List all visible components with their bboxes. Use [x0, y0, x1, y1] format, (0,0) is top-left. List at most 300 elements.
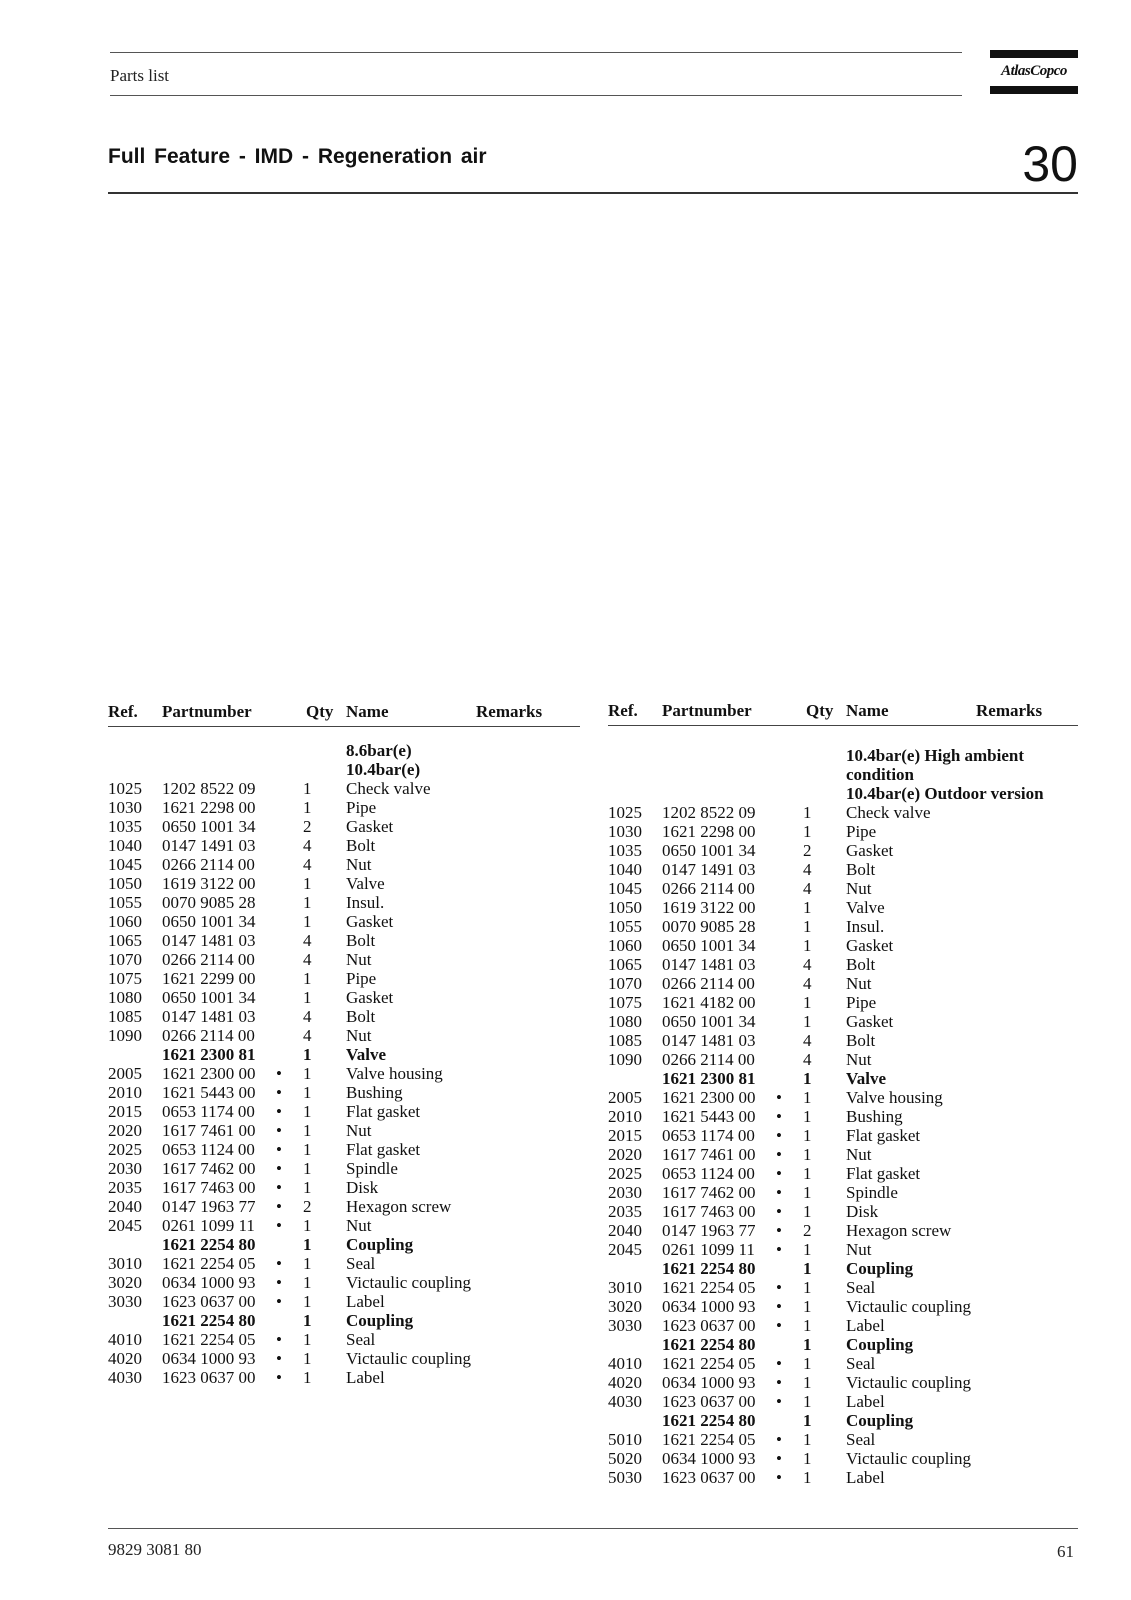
col-qty: Qty [306, 702, 334, 721]
name-cell: 8.6bar(e) [346, 741, 412, 760]
qty-cell: 1 [303, 893, 312, 912]
name-cell: Bolt [846, 1031, 876, 1050]
name-cell: Seal [846, 1278, 876, 1297]
table-row [108, 779, 580, 798]
name-cell: Nut [846, 974, 872, 993]
qty-cell: 1 [803, 1411, 812, 1430]
qty-cell: 1 [803, 1468, 812, 1487]
table-row [108, 1254, 580, 1273]
qty-cell: 1 [803, 1240, 812, 1259]
qty-cell: 1 [803, 1012, 812, 1031]
table-row [108, 1083, 580, 1102]
ref-cell: 2035 [108, 1178, 142, 1197]
name-cell: Disk [846, 1202, 879, 1221]
qty-cell: 1 [803, 1069, 812, 1088]
table-row [108, 1159, 580, 1178]
qty-cell: 1 [303, 1292, 312, 1311]
qty-cell: 1 [303, 1311, 312, 1330]
table-row [608, 936, 1078, 955]
qty-cell: 1 [303, 1216, 312, 1235]
part-number-cell: 1623 0637 00 [162, 1292, 256, 1311]
part-number-cell: 1619 3122 00 [662, 898, 756, 917]
table-row [108, 1197, 580, 1216]
table-body-right [608, 726, 1078, 1487]
table-row [108, 1026, 580, 1045]
table-row [108, 912, 580, 931]
ref-cell: 3010 [608, 1278, 642, 1297]
table-row [608, 1354, 1078, 1373]
name-cell: Hexagon screw [346, 1197, 452, 1216]
part-number-cell: 1623 0637 00 [662, 1468, 756, 1487]
bullet-cell: • [276, 1349, 282, 1368]
name-cell: Coupling [846, 1335, 914, 1354]
qty-cell: 4 [803, 879, 812, 898]
table-row [608, 1202, 1078, 1221]
col-qty: Qty [806, 701, 834, 720]
ref-cell: 1060 [108, 912, 142, 931]
part-number-cell: 0147 1963 77 [162, 1197, 256, 1216]
qty-cell: 1 [303, 798, 312, 817]
name-cell: Flat gasket [846, 1126, 921, 1145]
name-cell: Nut [846, 879, 872, 898]
document-number: 9829 3081 80 [108, 1540, 202, 1559]
name-cell: Nut [346, 950, 372, 969]
table-row [608, 1031, 1078, 1050]
name-cell: Flat gasket [346, 1102, 421, 1121]
name-cell: Seal [346, 1254, 376, 1273]
section-label: Parts list [110, 66, 170, 85]
ref-cell: 1055 [108, 893, 142, 912]
ref-cell: 1075 [608, 993, 642, 1012]
ref-cell: 1050 [108, 874, 142, 893]
name-cell: Flat gasket [846, 1164, 921, 1183]
ref-cell: 2020 [108, 1121, 142, 1140]
qty-cell: 4 [803, 955, 812, 974]
part-number-cell: 1621 2300 81 [662, 1069, 756, 1088]
table-row [608, 1373, 1078, 1392]
part-number-cell: 1202 8522 09 [662, 803, 756, 822]
part-number-cell: 0634 1000 93 [162, 1349, 256, 1368]
qty-cell: 1 [303, 1045, 312, 1064]
qty-cell: 1 [303, 1349, 312, 1368]
part-number-cell: 0653 1124 00 [662, 1164, 755, 1183]
bullet-cell: • [276, 1140, 282, 1159]
name-cell: Victaulic coupling [846, 1297, 972, 1316]
table-row [608, 1278, 1078, 1297]
bullet-cell: • [776, 1240, 782, 1259]
qty-cell: 1 [803, 1297, 812, 1316]
part-number-cell: 0266 2114 00 [662, 1050, 755, 1069]
qty-cell: 1 [803, 1278, 812, 1297]
ref-cell: 1025 [608, 803, 642, 822]
part-number-cell: 0634 1000 93 [662, 1297, 756, 1316]
ref-cell: 2030 [608, 1183, 642, 1202]
table-row [608, 955, 1078, 974]
ref-cell: 1030 [108, 798, 142, 817]
part-number-cell: 1621 2254 05 [662, 1354, 756, 1373]
table-row [108, 1311, 580, 1330]
part-number-cell: 0147 1491 03 [662, 860, 756, 879]
name-cell: 10.4bar(e) High ambient [846, 746, 1025, 765]
ref-cell: 4020 [108, 1349, 142, 1368]
ref-cell: 2010 [608, 1107, 642, 1126]
col-remarks: Remarks [476, 702, 543, 721]
ref-cell: 1080 [608, 1012, 642, 1031]
parts-table-right [608, 701, 1078, 1487]
header-bottom-rule [110, 95, 962, 96]
ref-cell: 1035 [608, 841, 642, 860]
qty-cell: 1 [303, 1083, 312, 1102]
name-cell: Spindle [346, 1159, 398, 1178]
bullet-cell: • [276, 1159, 282, 1178]
qty-cell: 1 [803, 1335, 812, 1354]
part-number-cell: 1617 7462 00 [662, 1183, 756, 1202]
table-row [108, 893, 580, 912]
bullet-cell: • [776, 1354, 782, 1373]
name-cell: Label [846, 1392, 885, 1411]
qty-cell: 1 [303, 1102, 312, 1121]
qty-cell: 4 [803, 974, 812, 993]
name-cell: Coupling [346, 1311, 414, 1330]
table-group-heading [608, 746, 1078, 765]
ref-cell: 1085 [608, 1031, 642, 1050]
name-cell: Nut [346, 1121, 372, 1140]
part-number-cell: 0634 1000 93 [662, 1449, 756, 1468]
part-number-cell: 1623 0637 00 [162, 1368, 256, 1387]
part-number-cell: 0650 1001 34 [662, 1012, 756, 1031]
table-group-heading [608, 784, 1078, 803]
part-number-cell: 0650 1001 34 [662, 841, 756, 860]
bullet-cell: • [776, 1392, 782, 1411]
qty-cell: 1 [303, 1064, 312, 1083]
bullet-cell: • [776, 1088, 782, 1107]
part-number-cell: 1621 5443 00 [662, 1107, 756, 1126]
name-cell: Valve [846, 898, 885, 917]
ref-cell: 2015 [608, 1126, 642, 1145]
ref-cell: 3030 [108, 1292, 142, 1311]
ref-cell: 1065 [108, 931, 142, 950]
table-row [108, 1121, 580, 1140]
part-number-cell: 1621 2300 00 [662, 1088, 756, 1107]
ref-cell: 4020 [608, 1373, 642, 1392]
name-cell: Insul. [346, 893, 385, 912]
ref-cell: 3020 [608, 1297, 642, 1316]
name-cell: Pipe [846, 822, 877, 841]
name-cell: Nut [346, 855, 372, 874]
qty-cell: 1 [803, 898, 812, 917]
part-number-cell: 0266 2114 00 [662, 879, 755, 898]
name-cell: condition [846, 765, 915, 784]
qty-cell: 1 [303, 1273, 312, 1292]
qty-cell: 1 [803, 936, 812, 955]
table-row [108, 874, 580, 893]
name-cell: Gasket [846, 936, 894, 955]
table-row [108, 817, 580, 836]
section-number: 30 [1022, 136, 1078, 192]
qty-cell: 1 [803, 1373, 812, 1392]
name-cell: Seal [846, 1430, 876, 1449]
table-row [608, 898, 1078, 917]
name-cell: Victaulic coupling [846, 1449, 972, 1468]
name-cell: Insul. [846, 917, 885, 936]
ref-cell: 1065 [608, 955, 642, 974]
qty-cell: 1 [803, 822, 812, 841]
name-cell: 10.4bar(e) Outdoor version [846, 784, 1044, 803]
ref-cell: 1090 [108, 1026, 142, 1045]
part-number-cell: 1617 7463 00 [162, 1178, 256, 1197]
table-row [108, 1235, 580, 1254]
table-row [108, 855, 580, 874]
ref-cell: 2030 [108, 1159, 142, 1178]
table-row [608, 1145, 1078, 1164]
part-number-cell: 1202 8522 09 [162, 779, 256, 798]
qty-cell: 1 [803, 917, 812, 936]
name-cell: Check valve [846, 803, 931, 822]
table-row [108, 1007, 580, 1026]
qty-cell: 4 [303, 1007, 312, 1026]
ref-cell: 1055 [608, 917, 642, 936]
col-part-number: Partnumber [662, 701, 752, 720]
name-cell: Victaulic coupling [346, 1273, 472, 1292]
part-number-cell: 1621 2299 00 [162, 969, 256, 988]
part-number-cell: 1621 4182 00 [662, 993, 756, 1012]
qty-cell: 4 [803, 1050, 812, 1069]
name-cell: Seal [846, 1354, 876, 1373]
bullet-cell: • [776, 1316, 782, 1335]
part-number-cell: 1621 2254 80 [662, 1335, 756, 1354]
name-cell: Flat gasket [346, 1140, 421, 1159]
part-number-cell: 0147 1481 03 [162, 1007, 256, 1026]
ref-cell: 1050 [608, 898, 642, 917]
part-number-cell: 1621 2298 00 [662, 822, 756, 841]
ref-cell: 2025 [108, 1140, 142, 1159]
part-number-cell: 0653 1124 00 [162, 1140, 255, 1159]
table-row [608, 993, 1078, 1012]
logo-text: AtlasCopco [1001, 63, 1067, 79]
name-cell: Seal [346, 1330, 376, 1349]
bullet-cell: • [276, 1083, 282, 1102]
ref-cell: 4030 [608, 1392, 642, 1411]
qty-cell: 1 [803, 803, 812, 822]
name-cell: Victaulic coupling [346, 1349, 472, 1368]
table-group-heading [108, 741, 580, 760]
table-row [108, 1140, 580, 1159]
ref-cell: 2005 [608, 1088, 642, 1107]
table-row [608, 1392, 1078, 1411]
table-row [608, 879, 1078, 898]
table-row [608, 1468, 1078, 1487]
name-cell: Valve housing [346, 1064, 443, 1083]
bullet-cell: • [776, 1183, 782, 1202]
qty-cell: 1 [303, 779, 312, 798]
part-number-cell: 0266 2114 00 [162, 950, 255, 969]
col-part-number: Partnumber [162, 702, 252, 721]
part-number-cell: 1619 3122 00 [162, 874, 256, 893]
ref-cell: 4010 [608, 1354, 642, 1373]
part-number-cell: 0070 9085 28 [162, 893, 256, 912]
table-group-heading [108, 760, 580, 779]
bullet-cell: • [776, 1145, 782, 1164]
qty-cell: 1 [303, 969, 312, 988]
name-cell: Gasket [346, 988, 394, 1007]
bullet-cell: • [276, 1292, 282, 1311]
ref-cell: 3010 [108, 1254, 142, 1273]
part-number-cell: 0266 2114 00 [162, 855, 255, 874]
bullet-cell: • [776, 1164, 782, 1183]
qty-cell: 1 [803, 1107, 812, 1126]
part-number-cell: 0266 2114 00 [162, 1026, 255, 1045]
table-header-right [608, 701, 1078, 726]
name-cell: Nut [346, 1216, 372, 1235]
name-cell: Label [846, 1316, 885, 1335]
ref-cell: 2040 [608, 1221, 642, 1240]
ref-cell: 4010 [108, 1330, 142, 1349]
ref-cell: 1045 [608, 879, 642, 898]
qty-cell: 1 [803, 1126, 812, 1145]
bullet-cell: • [776, 1221, 782, 1240]
parts-table-left [108, 702, 580, 1387]
bullet-cell: • [276, 1064, 282, 1083]
qty-cell: 1 [303, 1235, 312, 1254]
ref-cell: 1090 [608, 1050, 642, 1069]
table-group-heading [608, 765, 1078, 784]
bullet-cell: • [776, 1297, 782, 1316]
part-number-cell: 0070 9085 28 [662, 917, 756, 936]
bullet-cell: • [276, 1121, 282, 1140]
part-number-cell: 1621 2254 05 [662, 1278, 756, 1297]
qty-cell: 4 [803, 1031, 812, 1050]
qty-cell: 1 [303, 1330, 312, 1349]
ref-cell: 4030 [108, 1368, 142, 1387]
atlas-copco-logo [990, 50, 1078, 94]
table-row [108, 1102, 580, 1121]
name-cell: Label [346, 1292, 385, 1311]
table-row [108, 1349, 580, 1368]
table-row [108, 1178, 580, 1197]
part-number-cell: 1617 7463 00 [662, 1202, 756, 1221]
qty-cell: 1 [803, 1259, 812, 1278]
ref-cell: 1030 [608, 822, 642, 841]
part-number-cell: 0653 1174 00 [162, 1102, 255, 1121]
part-number-cell: 0650 1001 34 [162, 912, 256, 931]
ref-cell: 1070 [108, 950, 142, 969]
bullet-cell: • [276, 1330, 282, 1349]
ref-cell: 2045 [608, 1240, 642, 1259]
part-number-cell: 0147 1481 03 [162, 931, 256, 950]
table-row [108, 988, 580, 1007]
name-cell: Nut [346, 1026, 372, 1045]
bullet-cell: • [276, 1197, 282, 1216]
bullet-cell: • [776, 1126, 782, 1145]
table-row [108, 1292, 580, 1311]
part-number-cell: 1621 2254 80 [662, 1411, 756, 1430]
bullet-cell: • [776, 1202, 782, 1221]
ref-cell: 1085 [108, 1007, 142, 1026]
part-number-cell: 0261 1099 11 [162, 1216, 255, 1235]
part-number-cell: 1621 2254 05 [162, 1254, 256, 1273]
table-body-left [108, 727, 580, 1387]
table-row [608, 917, 1078, 936]
part-number-cell: 1621 2254 80 [162, 1235, 256, 1254]
bullet-cell: • [776, 1449, 782, 1468]
logo-bottom-bar [990, 86, 1078, 94]
table-row [108, 1330, 580, 1349]
qty-cell: 1 [303, 1254, 312, 1273]
ref-cell: 3030 [608, 1316, 642, 1335]
qty-cell: 1 [803, 1430, 812, 1449]
part-number-cell: 1621 2300 81 [162, 1045, 256, 1064]
table-row [108, 1273, 580, 1292]
bullet-cell: • [276, 1102, 282, 1121]
part-number-cell: 1621 5443 00 [162, 1083, 256, 1102]
ref-cell: 1040 [608, 860, 642, 879]
name-cell: Valve [346, 1045, 386, 1064]
qty-cell: 4 [303, 950, 312, 969]
bullet-cell: • [276, 1254, 282, 1273]
table-row [608, 1316, 1078, 1335]
qty-cell: 1 [303, 1159, 312, 1178]
name-cell: Check valve [346, 779, 431, 798]
table-header-left [108, 702, 580, 727]
qty-cell: 1 [303, 874, 312, 893]
name-cell: Bolt [846, 955, 876, 974]
table-row [608, 1240, 1078, 1259]
part-number-cell: 0634 1000 93 [162, 1273, 256, 1292]
name-cell: Valve housing [846, 1088, 943, 1107]
ref-cell: 1075 [108, 969, 142, 988]
qty-cell: 1 [803, 1354, 812, 1373]
part-number-cell: 1621 2254 05 [662, 1430, 756, 1449]
name-cell: Coupling [346, 1235, 414, 1254]
qty-cell: 1 [803, 1164, 812, 1183]
qty-cell: 1 [803, 1449, 812, 1468]
table-row [608, 1012, 1078, 1031]
table-row [108, 836, 580, 855]
bullet-cell: • [276, 1216, 282, 1235]
table-row [108, 798, 580, 817]
name-cell: Pipe [346, 798, 377, 817]
part-number-cell: 1623 0637 00 [662, 1316, 756, 1335]
ref-cell: 5020 [608, 1449, 642, 1468]
ref-cell: 2040 [108, 1197, 142, 1216]
table-row [108, 969, 580, 988]
qty-cell: 1 [303, 988, 312, 1007]
table-row [608, 822, 1078, 841]
ref-cell: 1060 [608, 936, 642, 955]
name-cell: Gasket [346, 817, 394, 836]
name-cell: Gasket [846, 1012, 894, 1031]
bullet-cell: • [776, 1107, 782, 1126]
part-number-cell: 0653 1174 00 [662, 1126, 755, 1145]
qty-cell: 1 [303, 912, 312, 931]
part-number-cell: 1621 2300 00 [162, 1064, 256, 1083]
qty-cell: 4 [303, 855, 312, 874]
table-row [608, 1297, 1078, 1316]
table-row [108, 931, 580, 950]
qty-cell: 1 [303, 1368, 312, 1387]
table-row [608, 841, 1078, 860]
ref-cell: 1070 [608, 974, 642, 993]
name-cell: Hexagon screw [846, 1221, 952, 1240]
bullet-cell: • [776, 1278, 782, 1297]
part-number-cell: 0261 1099 11 [662, 1240, 755, 1259]
table-row [608, 1126, 1078, 1145]
title-rule [108, 192, 1078, 194]
table-row [608, 1050, 1078, 1069]
table-row [608, 1430, 1078, 1449]
qty-cell: 4 [303, 836, 312, 855]
ref-cell: 2015 [108, 1102, 142, 1121]
